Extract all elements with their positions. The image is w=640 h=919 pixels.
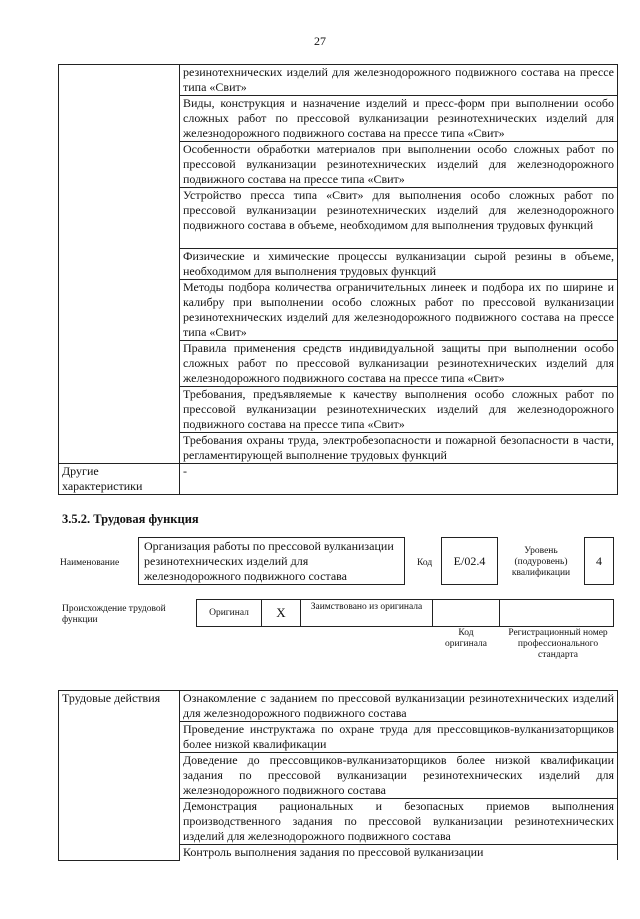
reg-caption: Регистрационный номер профессионального стандарта	[508, 628, 608, 660]
function-name: Организация работы по прессовой вулканизации резинотехнических изделий для железнодорожного подвижного состава	[144, 539, 394, 583]
borrowed-label: Заимствовано из оригинала	[310, 602, 423, 612]
function-code: E/02.4	[453, 553, 486, 568]
knowledge-row: резинотехнических изделий для железнодорожного подвижного состава на прессе типа «Свит»	[180, 65, 618, 96]
empty-label-cell	[59, 65, 180, 464]
knowledge-row: Особенности обработки материалов при выполнении особо сложных работ по прессовой вулканизации резинотехнических изделий для железнодорожного подвижного состава на прессе типа «Свит»	[180, 142, 618, 188]
knowledge-row: Требования, предъявляемые к качеству выполнения особо сложных работ по прессовой вулканизации резинотехнических изделий для железнодорожного подвижного состава на прессе типа «Свит»	[180, 387, 618, 433]
name-label: Наименование	[60, 558, 120, 568]
code-label: Код	[417, 558, 433, 568]
origin-code-cell	[432, 599, 500, 627]
original-label: Оригинал	[209, 608, 249, 618]
original-cell	[196, 599, 262, 627]
reg-number-cell	[499, 599, 614, 627]
other-characteristics-value: -	[180, 464, 618, 495]
action-item: Демонстрация рациональных и безопасных приемов выполнения производственного задания по прессовой вулканизации резинотехнических изделий для железнодорожного подвижного состава	[180, 799, 618, 845]
borrowed-cell	[300, 599, 433, 627]
knowledge-row: Требования охраны труда, электробезопасности и пожарной безопасности в части, регламентирующей выполнение трудовых функций	[180, 433, 618, 464]
action-item: Проведение инструктажа по охране труда для прессовщиков-вулканизаторщиков более низкой квалификации	[180, 722, 618, 753]
code-caption: Код оригинала	[445, 628, 487, 649]
knowledge-row: Правила применения средств индивидуальной защиты при выполнении особо сложных работ по прессовой вулканизации резинотехнических изделий для железнодорожного подвижного состава на прессе типа «Свит»	[180, 341, 618, 387]
knowledge-table	[58, 64, 618, 495]
origin-label: Происхождение трудовой функции	[62, 604, 166, 625]
knowledge-row: Физические и химические процессы вулканизации сырой резины в объеме, необходимом для выполнения трудовых функций	[180, 249, 618, 280]
actions-label: Трудовые действия	[59, 691, 180, 861]
knowledge-row: Методы подбора количества ограничительных линеек и подбора их по ширине и калибру при выполнении особо сложных работ по прессовой вулканизации резинотехнических изделий для железнодорожного подвижного состава на прессе типа «Свит»	[180, 280, 618, 341]
action-item: Контроль выполнения задания по прессовой вулканизации	[180, 845, 618, 861]
level-value: 4	[596, 553, 602, 568]
actions-table	[58, 690, 618, 861]
action-item: Ознакомление с заданием по прессовой вулканизации резинотехнических изделий для железнодорожного подвижного состава	[180, 691, 618, 722]
original-mark: X	[276, 605, 286, 620]
action-item: Доведение до прессовщиков-вулканизаторщиков более низкой квалификации задания по прессовой вулканизации резинотехнических изделий для железнодорожного подвижного состава	[180, 753, 618, 799]
level-label: Уровень (подуровень) квалификации	[511, 546, 571, 578]
original-mark-cell	[261, 599, 301, 627]
other-characteristics-label: Другие характеристики	[59, 464, 180, 495]
page-number: 27	[314, 34, 326, 48]
function-code-box	[441, 537, 498, 585]
knowledge-row: Виды, конструкция и назначение изделий и пресс-форм при выполнении особо сложных работ по прессовой вулканизации резинотехнических изделий для железнодорожного подвижного состава на прессе типа «Свит»	[180, 96, 618, 142]
section-title: 3.5.2. Трудовая функция	[62, 512, 199, 526]
function-name-box	[138, 537, 405, 585]
level-box	[584, 537, 614, 585]
knowledge-row: Устройство пресса типа «Свит» для выполнения особо сложных работ по прессовой вулканизации резинотехнических изделий для железнодорожного подвижного состава в объеме, необходимом для выполнения трудовых функций	[180, 188, 618, 249]
